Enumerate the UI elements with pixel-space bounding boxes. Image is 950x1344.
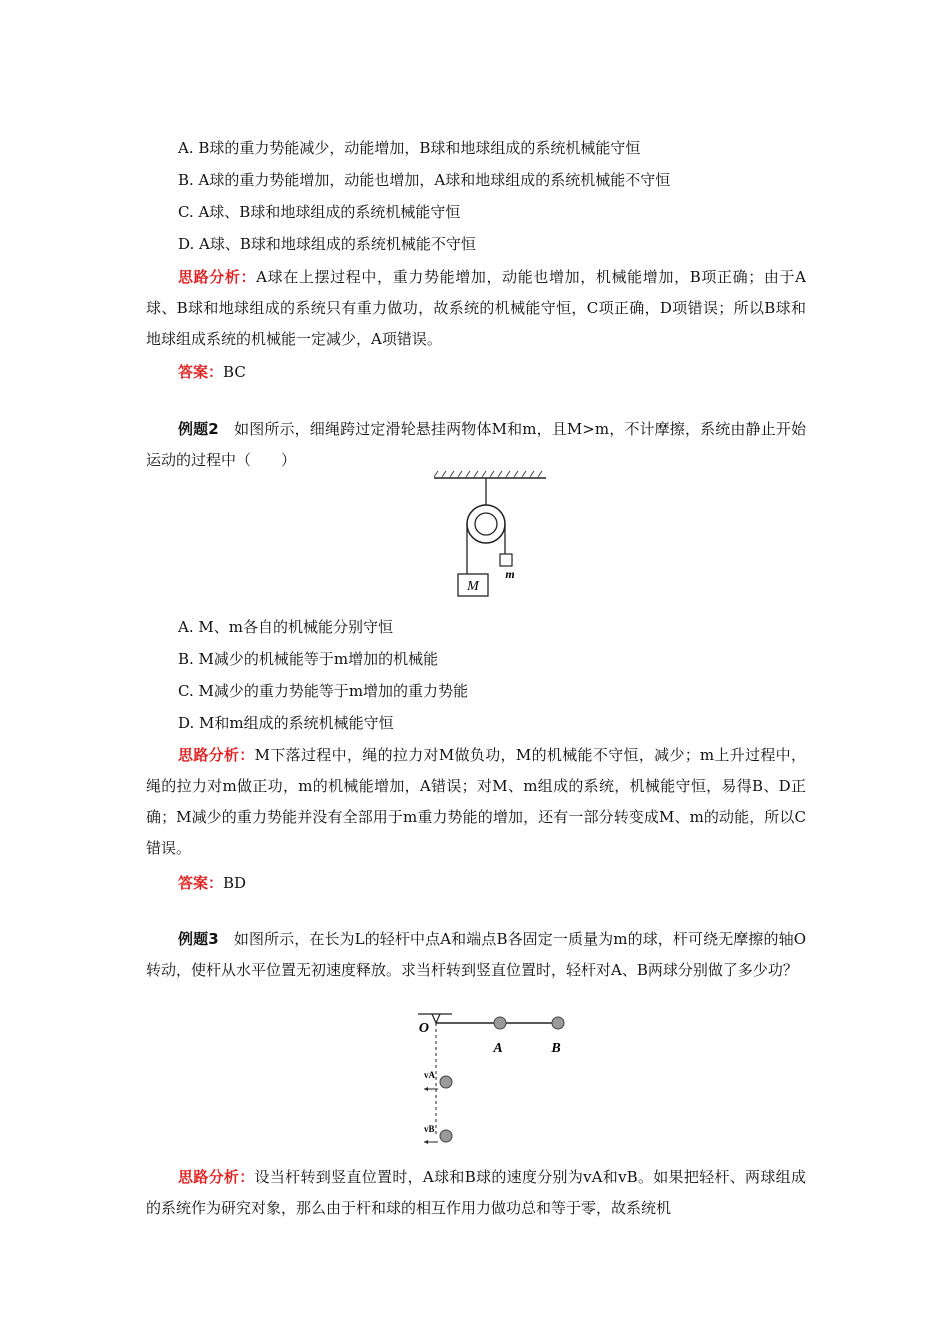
option-b: B. A球的重力势能增加，动能也增加，A球和地球组成的系统机械能不守恒 (178, 171, 671, 189)
pulley-figure (430, 470, 550, 600)
example-3-text: 如图所示，在长为L的轻杆中点A和端点B各固定一质量为m的球，杆可绕无摩擦的轴O转动，使杆从水平位置无初速度释放。求当杆转到竖直位置时，轻杆对A、B两球分别做了多少功？ (146, 930, 806, 979)
answer-1 (146, 357, 806, 388)
analysis-text: A球在上摆过程中，重力势能增加，动能也增加，机械能增加，B项正确；由于A球、B球和地球组成的系统只有重力做功，故系统的机械能守恒，C项正确，D项错误；所以B球和地球组成系统的机械能一定减少，A项错误。 (146, 268, 806, 348)
option-c: C. A球、B球和地球组成的系统机械能守恒 (178, 203, 461, 221)
example-2-question (146, 414, 806, 476)
mass-small-label: m (505, 567, 515, 581)
analysis-label: 思路分析： (178, 1168, 255, 1186)
ex2-option-d: D. M和m组成的系统机械能守恒 (178, 714, 394, 732)
pivot-label: O (418, 1021, 429, 1036)
example-2-title: 例题2 (178, 420, 219, 438)
analysis-text: 设当杆转到竖直位置时，A球和B球的速度分别为vA和vB。如果把轻杆、两球组成的系统作为研究对象，那么由于杆和球的相互作用力做功总和等于零，故系统机 (146, 1168, 806, 1217)
answer-label: 答案： (178, 874, 224, 892)
ex2-option-c: C. M减少的重力势能等于m增加的重力势能 (178, 682, 469, 700)
ball-a-label: A (493, 1041, 503, 1056)
mass-big-label: M (467, 579, 479, 594)
example-2-text: 如图所示，细绳跨过定滑轮悬挂两物体M和m，且M>m，不计摩擦，系统由静止开始运动的过程中（ ） (146, 420, 807, 469)
analysis-label: 思路分析： (178, 746, 255, 764)
analysis-text: M下落过程中，绳的拉力对M做负功，M的机械能不守恒，减少；m上升过程中，绳的拉力对m做正功，m的机械能增加，A错误；对M、m组成的系统，机械能守恒，易得B、D正确；M减少的重力势能并没有全部用于m重力势能的增加，还有一部分转变成M、m的动能，所以C错误。 (146, 746, 806, 857)
rod-figure (412, 1010, 592, 1150)
answer-value: BD (223, 874, 247, 892)
ex2-option-a: A. M、m各自的机械能分别守恒 (178, 618, 393, 636)
ex2-option-b: B. M减少的机械能等于m增加的机械能 (178, 650, 439, 668)
answer-2 (146, 868, 806, 899)
option-a: A. B球的重力势能减少，动能增加，B球和地球组成的系统机械能守恒 (178, 139, 641, 157)
answer-label: 答案： (178, 363, 224, 381)
velocity-a-label: vA (424, 1070, 435, 1080)
analysis-2 (146, 740, 806, 864)
ball-b-label: B (551, 1041, 561, 1056)
option-d: D. A球、B球和地球组成的系统机械能不守恒 (178, 235, 476, 253)
example-3-title: 例题3 (178, 930, 219, 948)
answer-value: BC (223, 363, 246, 381)
analysis-1 (146, 262, 806, 355)
analysis-3 (146, 1162, 806, 1224)
analysis-label: 思路分析： (178, 268, 257, 286)
velocity-b-label: vB (424, 1124, 435, 1134)
example-3-question (146, 924, 806, 986)
